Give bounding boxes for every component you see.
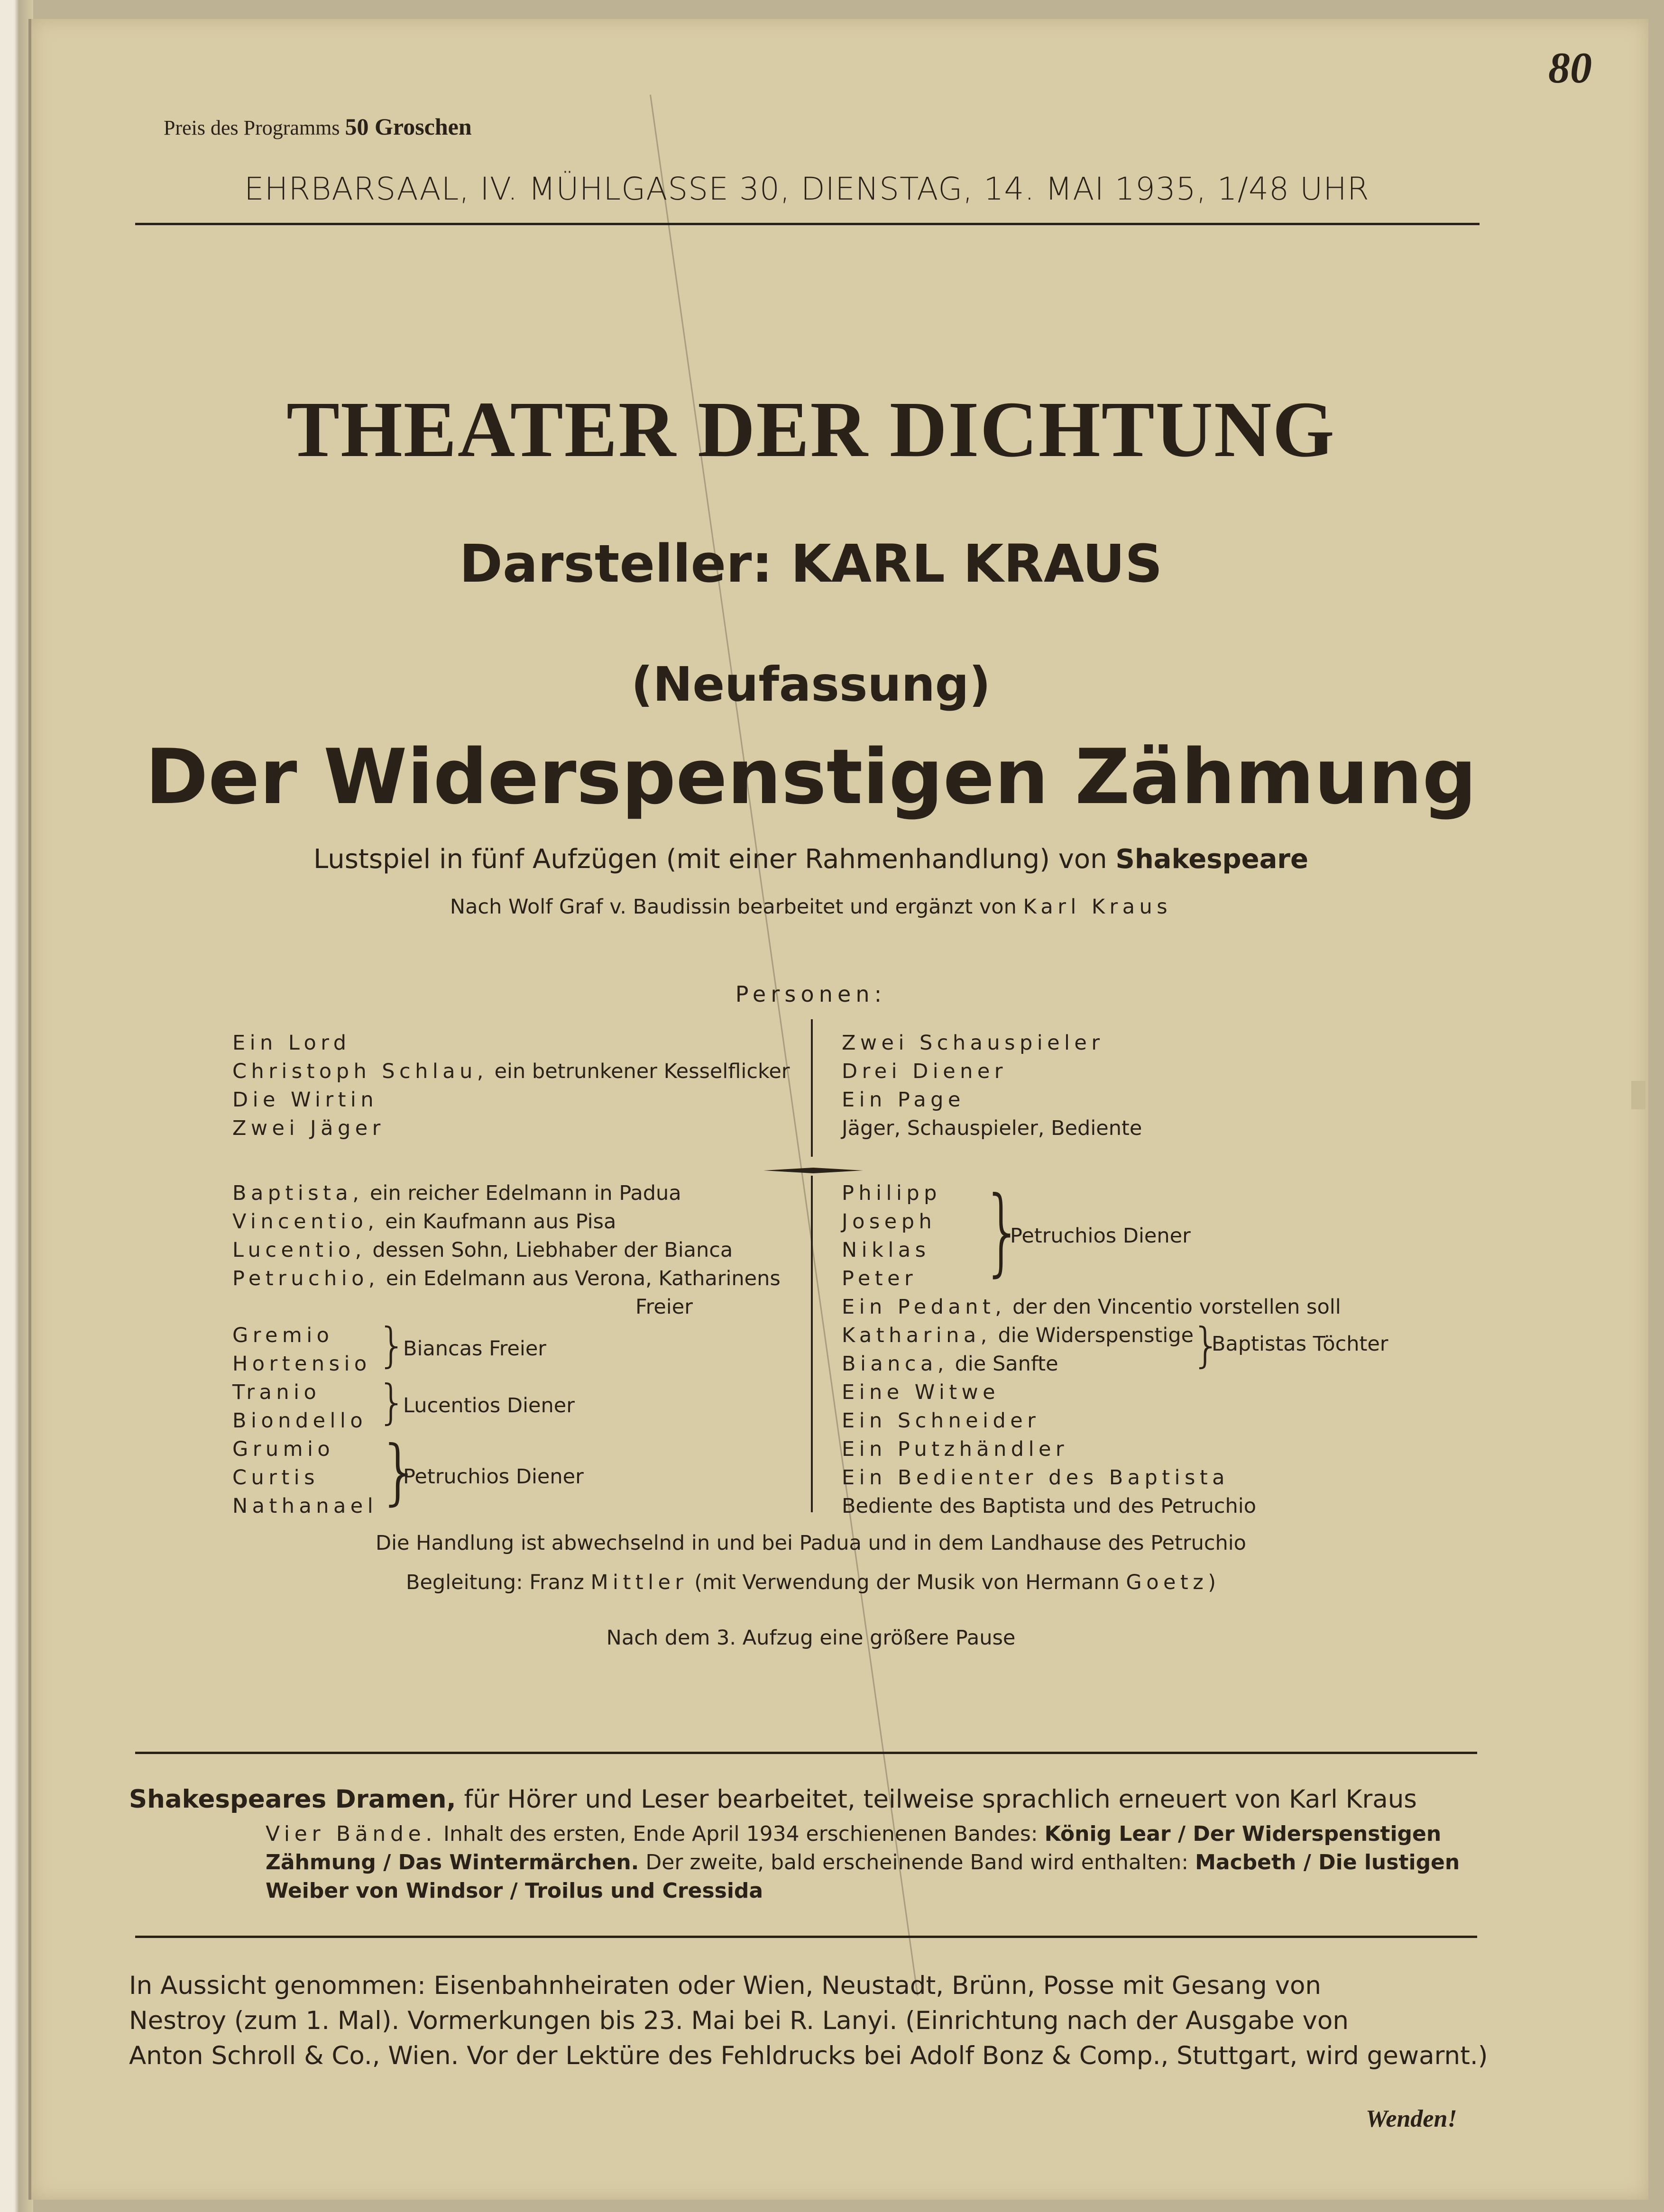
middle-rule: [135, 1752, 1477, 1754]
notice-line-3: Anton Schroll & Co., Wien. Vor der Lektüre des Fehldrucks bei Adolf Bonz & Comp., Stuttgart, wird gewarnt.): [129, 2041, 1488, 2070]
cast-row: Lucentio, dessen Sohn, Liebhaber der Bianca: [232, 1238, 733, 1262]
version-note: (Neufassung): [631, 657, 991, 712]
price-line: [164, 113, 472, 140]
setting-line: Die Handlung ist abwechselnd in und bei Padua und in dem Landhause des Petruchio: [375, 1531, 1246, 1555]
dramen-line-3: Zähmung / Das Wintermärchen. Der zweite, bald erscheinende Band wird enthalten: Macbeth / Die lustigen: [266, 1850, 1460, 1874]
cast-row: Zwei Schauspieler: [842, 1031, 1104, 1055]
brace-icon: }: [377, 1431, 423, 1513]
adaptation-text: Nach Wolf Graf v. Baudissin bearbeitet und ergänzt von: [450, 895, 1017, 919]
dramen-line-4: Weiber von Windsor / Troilus und Cressida: [266, 1879, 763, 1903]
brace-icon: }: [1191, 1317, 1222, 1373]
page-number: 80: [1548, 44, 1592, 92]
cast-row: Bediente des Baptista und des Petruchio: [842, 1494, 1257, 1518]
main-cast-right: [842, 1293, 1341, 1520]
divider-ornament: [763, 1167, 863, 1173]
cast-divider-top: [811, 1019, 813, 1157]
turn-over-note: Wenden!: [1366, 2105, 1457, 2132]
cast-name: Grumio: [232, 1437, 335, 1461]
cast-name: Nathanael: [232, 1494, 378, 1518]
cast-row: Petruchio, ein Edelmann aus Verona, Katharinens: [232, 1267, 781, 1290]
price-amount: 50 Groschen: [345, 113, 472, 140]
subtitle-text: Lustspiel in fünf Aufzügen (mit einer Rahmenhandlung) von: [313, 844, 1107, 875]
group-label: Petruchios Diener: [403, 1465, 584, 1489]
main-cast-right-group: [842, 1179, 941, 1293]
cast-row: Ein Bedienter des Baptista: [842, 1466, 1229, 1490]
subtitle-line: [0, 844, 1622, 875]
frame-cast-left: [232, 1029, 790, 1143]
notice-line-2: Nestroy (zum 1. Mal). Vormerkungen bis 23. Mai bei R. Lanyi. (Einrichtung nach der Ausgabe von: [129, 2006, 1349, 2035]
cast-row: Ein Schneider: [842, 1409, 1040, 1433]
brace-icon: }: [377, 1374, 407, 1430]
cast-name: Gremio: [232, 1324, 334, 1347]
cast-row: Ein Pedant, der den Vincentio vorstellen soll: [842, 1295, 1341, 1319]
cast-row: Vincentio, ein Kaufmann aus Pisa: [232, 1210, 616, 1234]
dramen-line-1: Shakespeares Dramen, für Hörer und Leser bearbeitet, teilweise sprachlich erneuert von Karl Kraus: [129, 1785, 1417, 1814]
brace-icon: }: [377, 1317, 407, 1373]
accompaniment-line: Begleitung: Franz Mittler (mit Verwendung der Musik von Hermann Goetz): [405, 1571, 1216, 1594]
cast-name: Peter: [842, 1267, 918, 1290]
cast-row: Christoph Schlau, ein betrunkener Kesselflicker: [232, 1060, 790, 1083]
group-label: Baptistas Töchter: [1212, 1332, 1388, 1356]
cast-name: Joseph: [842, 1210, 937, 1234]
top-rule: [135, 223, 1480, 225]
lower-rule: [135, 1936, 1477, 1938]
play-title: Der Widerspenstigen Zähmung: [145, 732, 1477, 821]
performer-line: Darsteller: KARL KRAUS: [459, 533, 1163, 594]
main-cast-left-continued: Freier: [635, 1295, 693, 1319]
cast-divider-bottom: [811, 1176, 813, 1512]
dramen-title: Shakespeares Dramen,: [129, 1785, 456, 1814]
venue-line: EHRBARSAAL, IV. MÜHLGASSE 30, DIENSTAG, 14. MAI 1935, 1/48 UHR: [244, 171, 1370, 207]
cast-name: Philipp: [842, 1181, 941, 1205]
paper-fold: [1631, 1081, 1646, 1109]
adaptation-line: [0, 895, 1622, 919]
cast-row: Die Wirtin: [232, 1088, 378, 1112]
group-label: Petruchios Diener: [1010, 1224, 1191, 1248]
brace-icon: }: [982, 1176, 1024, 1287]
cast-row: Drei Diener: [842, 1060, 1007, 1083]
price-label: Preis des Programms: [164, 116, 340, 139]
cast-name: Hortensio: [232, 1352, 371, 1376]
cast-name: Curtis: [232, 1466, 319, 1490]
cast-row: Ein Putzhändler: [842, 1437, 1069, 1461]
adaptation-name: Karl Kraus: [1023, 895, 1172, 919]
frame-cast-right: [842, 1029, 1142, 1143]
theater-title: THEATER DER DICHTUNG: [286, 385, 1335, 474]
subtitle-author: Shakespeare: [1115, 844, 1308, 875]
main-cast-left: [232, 1179, 781, 1293]
cast-row: Bianca, die Sanfte: [842, 1352, 1058, 1376]
cast-row: Zwei Jäger: [232, 1116, 385, 1140]
notice-line-1: In Aussicht genommen: Eisenbahnheiraten oder Wien, Neustadt, Brünn, Posse mit Gesang von: [129, 1971, 1322, 2000]
cast-row: Katharina, die Widerspenstige: [842, 1324, 1194, 1347]
group-label: Lucentios Diener: [403, 1394, 575, 1417]
cast-row: Jäger, Schauspieler, Bediente: [842, 1116, 1142, 1140]
cast-row: Eine Witwe: [842, 1380, 1000, 1404]
cast-name: Niklas: [842, 1238, 930, 1262]
cast-name: Tranio: [232, 1380, 321, 1404]
cast-row: Ein Page: [842, 1088, 965, 1112]
cast-name: Biondello: [232, 1409, 368, 1433]
group-label: Biancas Freier: [403, 1337, 546, 1361]
intermission-line: Nach dem 3. Aufzug eine größere Pause: [606, 1626, 1016, 1650]
cast-row: Baptista, ein reicher Edelmann in Padua: [232, 1181, 681, 1205]
group-names-left: [232, 1321, 377, 1520]
cast-row: Ein Lord: [232, 1031, 351, 1055]
personen-heading: Personen:: [735, 981, 887, 1007]
dramen-line-2: Vier Bände. Inhalt des ersten, Ende April 1934 erschienenen Bandes: König Lear / Der Widerspenstigen: [266, 1822, 1442, 1846]
